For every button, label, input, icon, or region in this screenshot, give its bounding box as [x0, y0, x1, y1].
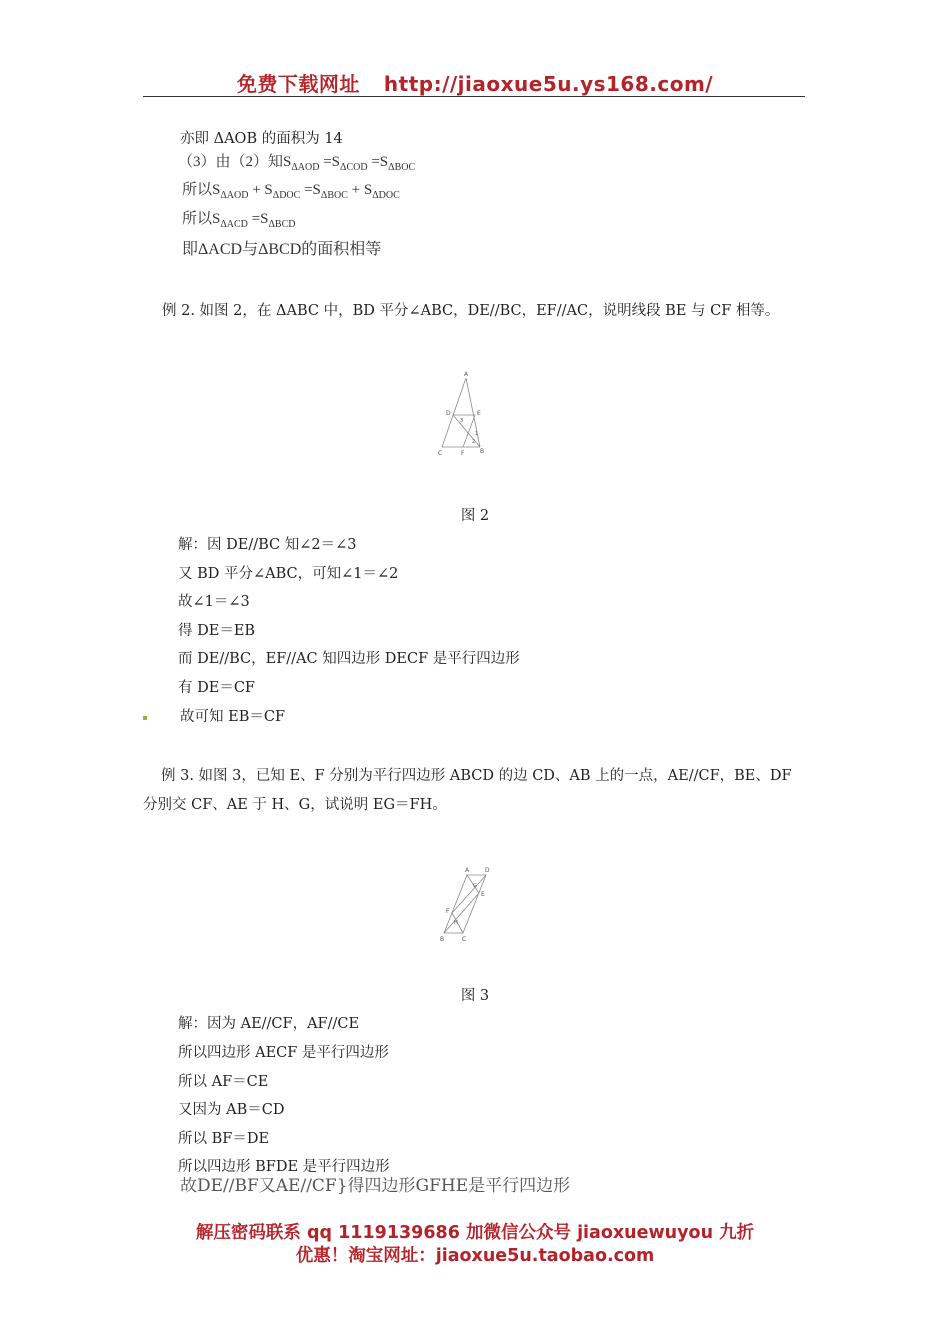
- area-statement: 亦即 ΔAOB 的面积为 14: [180, 131, 343, 147]
- equal-area-conclusion: 即ΔACD与ΔBCD的面积相等: [182, 241, 382, 258]
- ex2-solution-line-5: 而 DE//BC，EF//AC 知四边形 DECF 是平行四边形: [178, 651, 520, 667]
- ex2-solution-line-2: 又 BD 平分∠ABC，可知∠1＝∠2: [178, 566, 399, 582]
- fig3-label-f: F: [446, 908, 450, 915]
- ex3-solution-line-3: 所以 AF＝CE: [178, 1074, 269, 1090]
- example-3-title: 例 3. 如图 3，已知 E、F 分别为平行四边形 ABCD 的边 CD、AB 上的一点，AE//CF，BE、DF 分别交 CF、AE 于 H、G，试说明 EG＝FH。: [143, 768, 792, 813]
- equation-line-2: 所以$S_{\Delta AOD} + S_{\Delta DOC} =S_{\Delta BOC} + S_{\Delta DOC}$: [182, 182, 400, 201]
- footer-line-1: 解压密码联系 qq 1119139686 加微信公众号 jiaoxuewuyou 九折: [195, 1223, 755, 1243]
- fig2-angle-2: 2: [472, 439, 476, 445]
- equation-line-1: （3）由（2）知$S_{\Delta AOD} =S_{\Delta COD} =S_{\Delta BOC}$: [178, 154, 416, 173]
- ex2-solution-line-7: 故可知 EB＝CF: [180, 709, 286, 725]
- fig2-label-c: C: [438, 450, 443, 457]
- ex2-solution-line-4: 得 DE＝EB: [178, 623, 256, 639]
- footer-line-2: 优惠！淘宝网址：jiaoxue5u.taobao.com: [295, 1246, 655, 1266]
- ex2-solution-line-6: 有 DE＝CF: [178, 680, 255, 696]
- page-header: [0, 68, 950, 97]
- stray-mark: [143, 716, 147, 720]
- fig3-label-c: C: [462, 936, 467, 943]
- fig2-angle-1: 1: [475, 431, 479, 437]
- fig3-label-h: H: [454, 920, 458, 926]
- fig3-label-b: B: [440, 936, 445, 943]
- fig2-label-f: F: [461, 450, 465, 457]
- clipped-equation-line: 故DE//BF又AE//CF}得四边形GFHE是平行四边形: [180, 1177, 571, 1196]
- figure-3-caption: 图 3: [460, 988, 490, 1004]
- example-2-title: 例 2. 如图 2，在 ΔABC 中，BD 平分∠ABC，DE//BC，EF//AC，说明线段 BE 与 CF 相等。: [162, 303, 780, 319]
- figure-2: [434, 368, 494, 458]
- equation-line-3: 所以$S_{\Delta ACD} =S_{\Delta BCD}$: [182, 211, 296, 230]
- ex3-solution-line-6: 所以四边形 BFDE 是平行四边形: [178, 1159, 390, 1175]
- fig3-parallelogram-abcd: [444, 875, 486, 933]
- fig3-label-g: G: [473, 883, 477, 889]
- ex3-solution-line-4: 又因为 AB＝CD: [178, 1102, 285, 1118]
- fig2-label-b: B: [480, 448, 485, 455]
- fig3-label-a: A: [465, 867, 470, 874]
- ex2-solution-line-1: 解：因 DE//BC 知∠2＝∠3: [178, 537, 357, 553]
- fig2-label-e: E: [477, 410, 481, 417]
- header-divider: [143, 96, 805, 97]
- fig2-label-d: D: [446, 410, 451, 417]
- ex3-solution-line-2: 所以四边形 AECF 是平行四边形: [178, 1045, 389, 1061]
- figure-2-caption: 图 2: [460, 508, 490, 524]
- ex2-solution-line-3: 故∠1＝∠3: [178, 594, 250, 610]
- header-url[interactable]: http://jiaoxue5u.ys168.com/: [383, 72, 714, 96]
- ex3-solution-line-1: 解：因为 AE//CF，AF//CE: [178, 1016, 360, 1032]
- figure-3: [437, 865, 497, 945]
- header-title: 免费下载网址: [236, 72, 360, 96]
- fig2-angle-3: 3: [460, 418, 464, 424]
- fig3-label-d: D: [485, 867, 490, 874]
- fig2-label-a: A: [464, 371, 469, 378]
- fig3-label-e: E: [481, 891, 485, 898]
- ex3-solution-line-5: 所以 BF＝DE: [178, 1131, 270, 1147]
